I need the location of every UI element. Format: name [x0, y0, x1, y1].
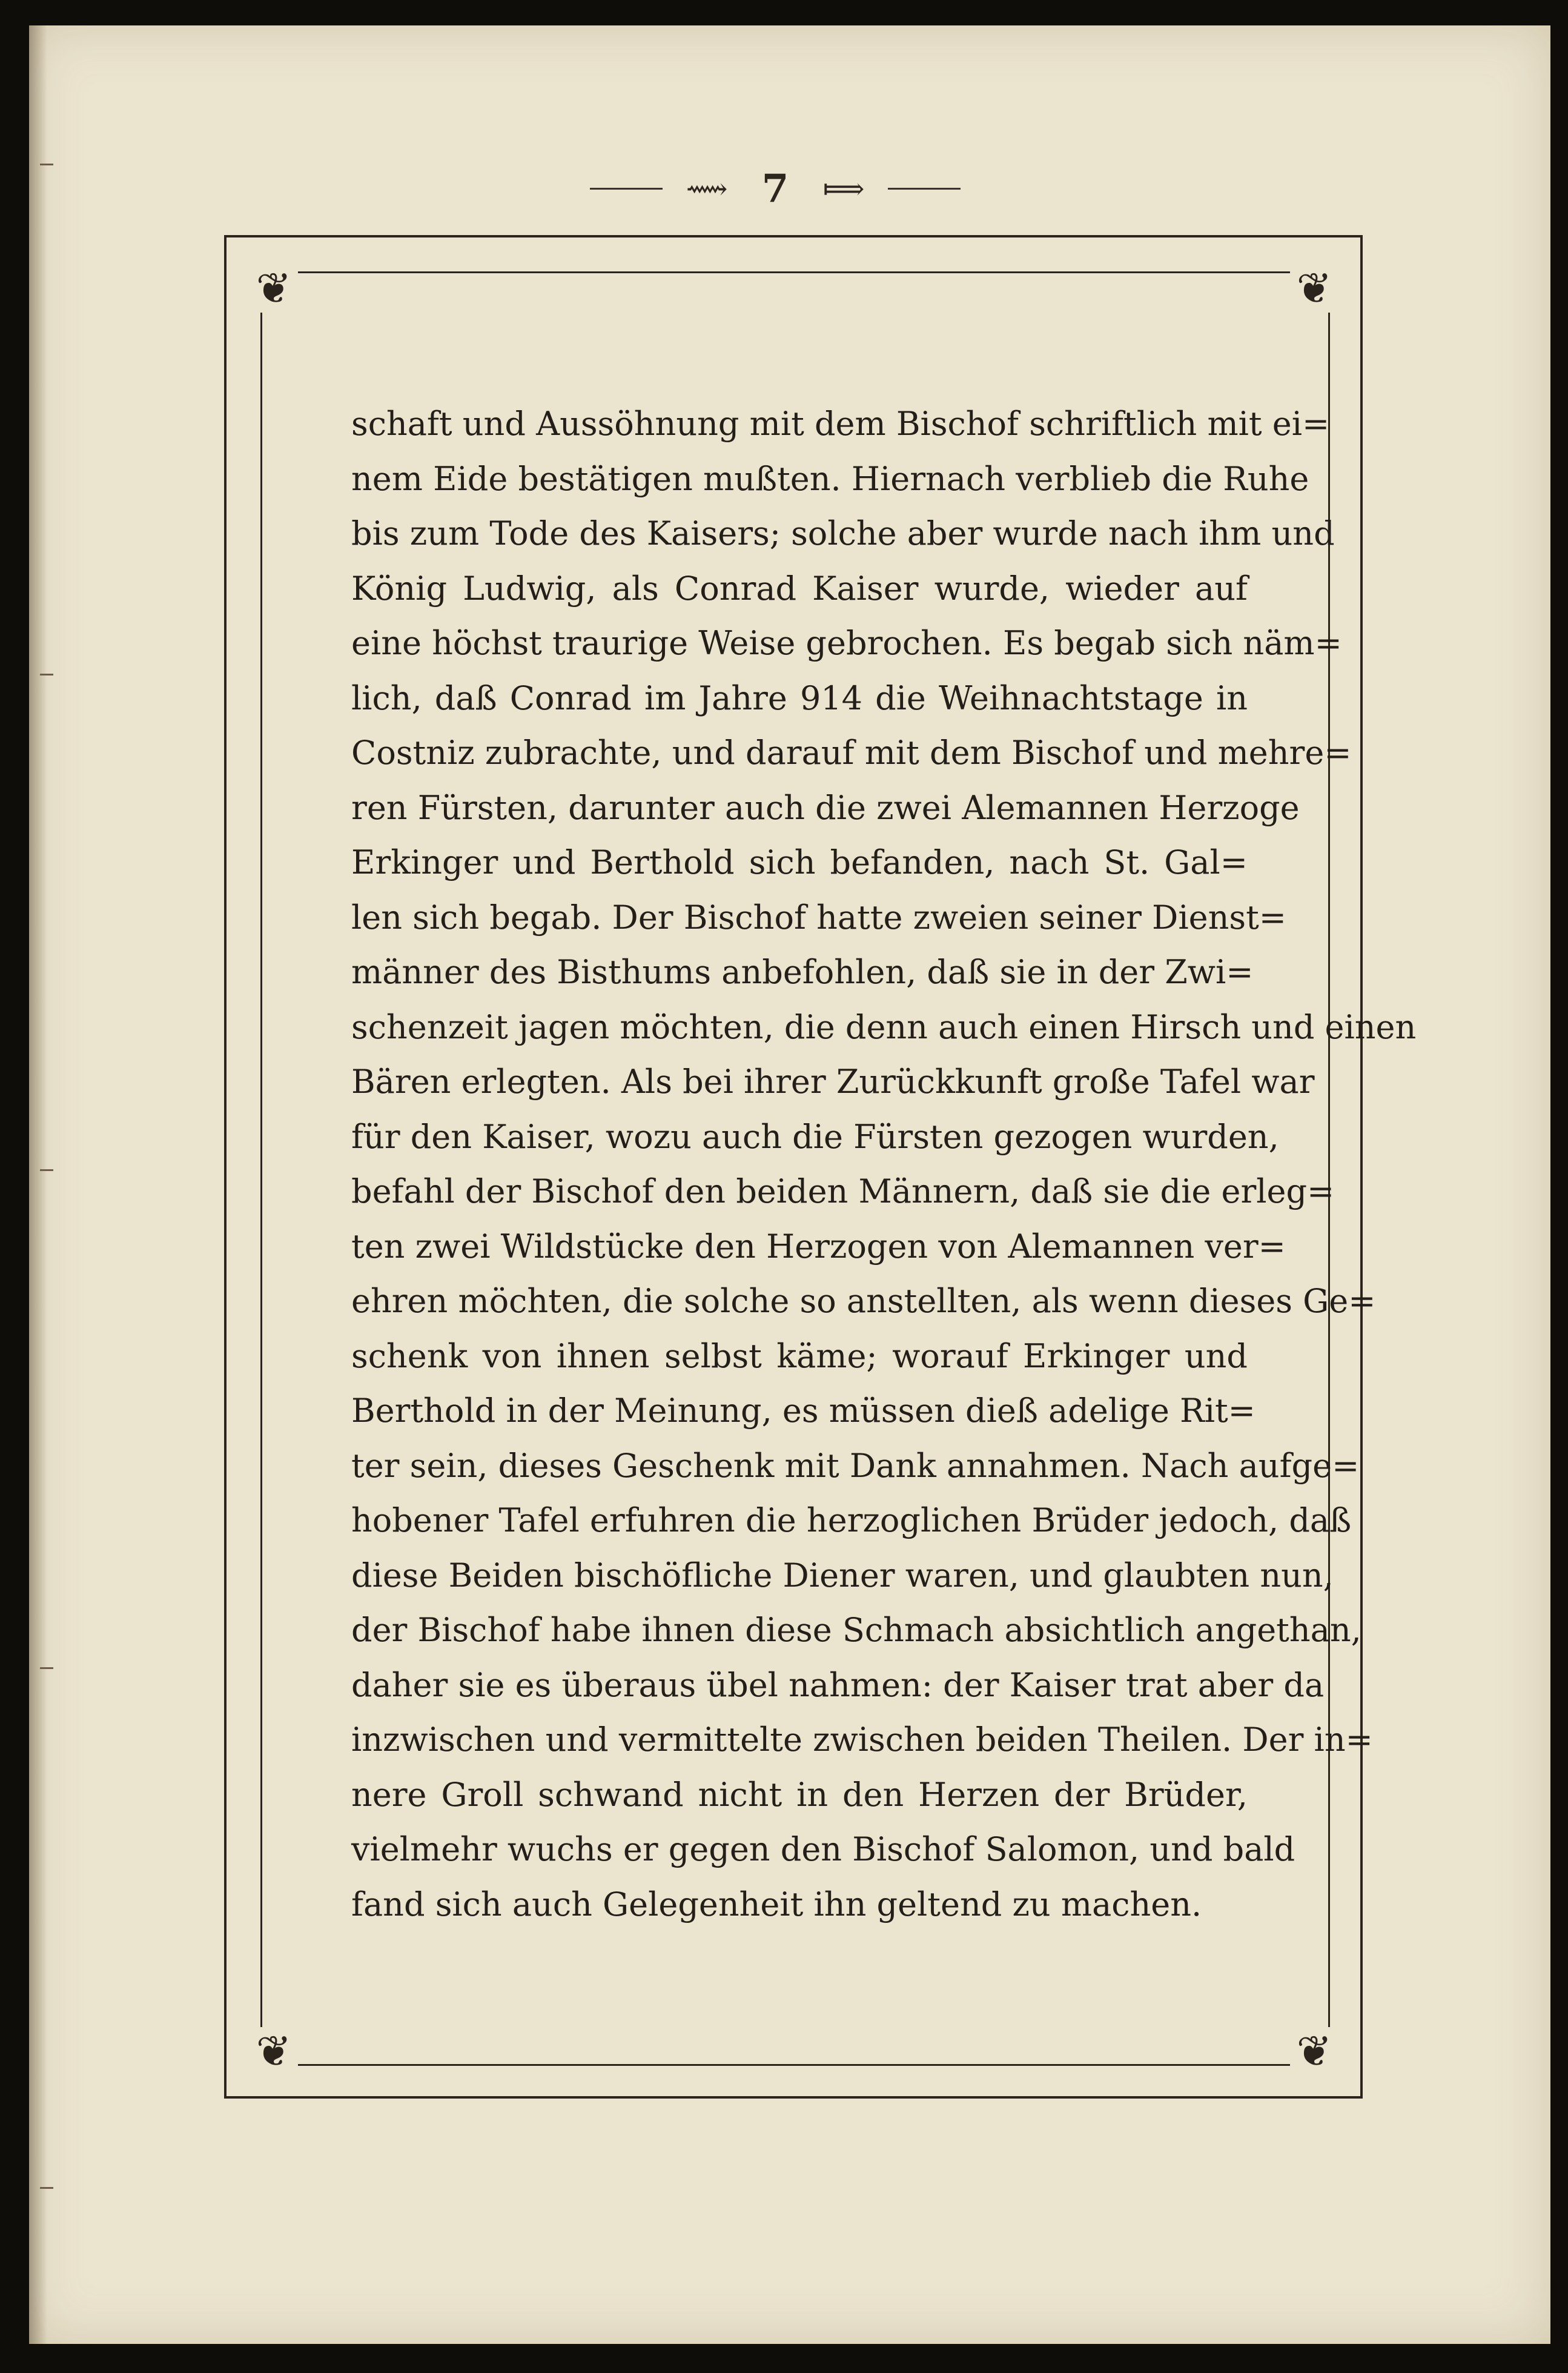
text-line: bis zum Tode des Kaisers; solche aber wurde nach ihm und: [351, 514, 1335, 553]
text-line: nere Groll schwand nicht in den Herzen der Brüder,: [351, 1775, 1248, 1814]
text-line: Berthold in der Meinung, es müssen dieß adelige Rit=: [351, 1392, 1255, 1430]
page-header: [0, 164, 1550, 211]
header-ornament-right-icon: ⟾: [822, 171, 865, 206]
text-line: fand sich auch Gelegenheit ihn geltend zu machen.: [351, 1885, 1202, 1923]
text-line: Costniz zubrachte, und darauf mit dem Bischof und mehre=: [351, 734, 1352, 772]
text-line: Bären erlegten. Als bei ihrer Zurückkunft große Tafel war: [351, 1063, 1315, 1101]
body-text: [351, 397, 1417, 1932]
text-line: vielmehr wuchs er gegen den Bischof Salomon, und bald: [351, 1830, 1295, 1868]
corner-ornament-top-right-icon: ❦: [1290, 264, 1338, 313]
text-line: befahl der Bischof den beiden Männern, daß sie die erleg=: [351, 1172, 1335, 1210]
text-line: Erkinger und Berthold sich befanden, nach St. Gal=: [351, 843, 1248, 881]
text-line: daher sie es überaus übel nahmen: der Kaiser trat aber da: [351, 1665, 1325, 1704]
text-line: der Bischof habe ihnen diese Schmach absichtlich angethan,: [351, 1611, 1361, 1649]
spine-shadow: [29, 25, 47, 2344]
text-line: eine höchst traurige Weise gebrochen. Es begab sich näm=: [351, 624, 1342, 662]
text-line: für den Kaiser, wozu auch die Fürsten gezogen wurden,: [351, 1117, 1279, 1156]
text-line: männer des Bisthums anbefohlen, daß sie in der Zwi=: [351, 953, 1254, 991]
text-line: lich, daß Conrad im Jahre 914 die Weihnachtstage in: [351, 679, 1248, 717]
corner-ornament-top-left-icon: ❦: [250, 264, 298, 313]
header-ornament-left-icon: ⟿: [686, 171, 728, 206]
margin-mark: [40, 1667, 53, 1669]
text-line: schenk von ihnen selbst käme; worauf Erkinger und: [351, 1336, 1248, 1375]
text-line: len sich begab. Der Bischof hatte zweien seiner Dienst=: [351, 898, 1287, 937]
header-rule-right: [888, 188, 961, 190]
text-line: nem Eide bestätigen mußten. Hiernach verblieb die Ruhe: [351, 459, 1309, 498]
text-line: König Ludwig, als Conrad Kaiser wurde, wieder auf: [351, 569, 1248, 608]
text-line: ren Fürsten, darunter auch die zwei Alemannen Herzoge: [351, 788, 1300, 827]
text-line: ten zwei Wildstücke den Herzogen von Alemannen ver=: [351, 1227, 1286, 1266]
margin-mark: [40, 674, 53, 675]
margin-mark: [40, 1169, 53, 1171]
text-line: schenzeit jagen möchten, die denn auch einen Hirsch und einen: [351, 1007, 1417, 1046]
margin-mark: [40, 2187, 53, 2189]
text-line: schaft und Aussöhnung mit dem Bischof schriftlich mit ei=: [351, 405, 1330, 443]
corner-ornament-bottom-left-icon: ❦: [250, 2027, 298, 2076]
text-line: hobener Tafel erfuhren die herzoglichen Brüder jedoch, daß: [351, 1501, 1352, 1539]
corner-ornament-bottom-right-icon: ❦: [1290, 2027, 1338, 2076]
text-line: ter sein, dieses Geschenk mit Dank annahmen. Nach aufge=: [351, 1446, 1360, 1485]
text-line: inzwischen und vermittelte zwischen beiden Theilen. Der in=: [351, 1721, 1373, 1759]
text-line: diese Beiden bischöfliche Diener waren, und glaubten nun,: [351, 1556, 1334, 1595]
text-line: ehren möchten, die solche so anstellten, als wenn dieses Ge=: [351, 1282, 1376, 1320]
header-rule-left: [590, 188, 663, 190]
page-number: 7: [761, 166, 789, 211]
